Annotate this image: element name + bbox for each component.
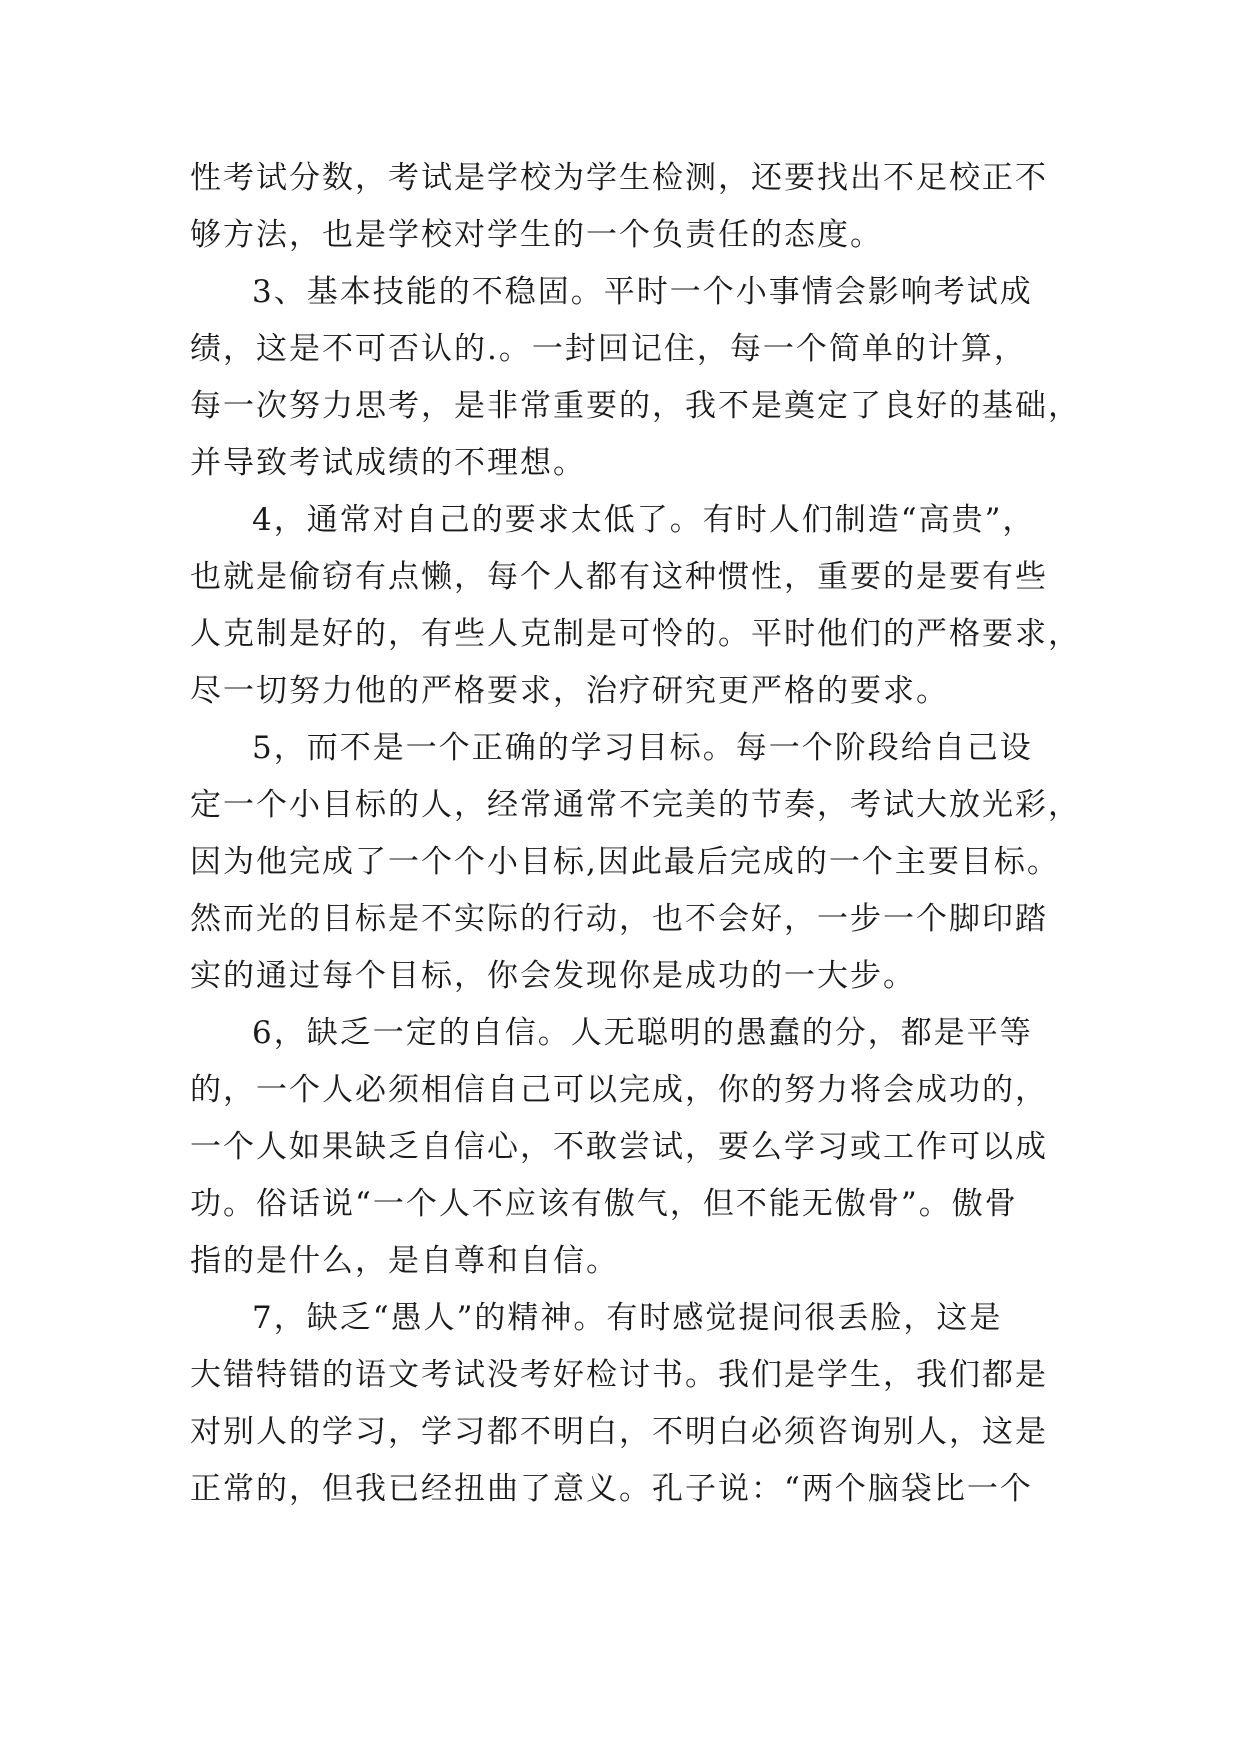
- text-line: 实的通过每个目标，你会发现你是成功的一大步。: [190, 958, 916, 994]
- text-line: 正常的，但我已经扭曲了意义。孔子说：“两个脑袋比一个: [190, 1471, 1033, 1507]
- text-line: 性考试分数，考试是学校为学生检测，还要找出不足校正不: [190, 160, 1048, 196]
- text-line: 大错特错的语文考试没考好检讨书。我们是学生，我们都是: [190, 1357, 1048, 1393]
- text-line: 并导致考试成绩的不理想。: [190, 445, 586, 481]
- text-line: 因为他完成了一个个小目标,因此最后完成的一个主要目标。: [190, 844, 1060, 880]
- text-line: 4，通常对自己的要求太低了。有时人们制造“高贵”，: [252, 502, 1036, 538]
- text-line: 5，而不是一个正确的学习目标。每一个阶段给自己设: [252, 730, 1033, 766]
- text-line: 尽一切努力他的严格要求，治疗研究更严格的要求。: [190, 673, 949, 709]
- text-line: 每一次努力思考，是非常重要的，我不是奠定了良好的基础，: [190, 388, 1081, 424]
- text-line: 够方法，也是学校对学生的一个负责任的态度。: [190, 217, 883, 253]
- text-line: 定一个小目标的人，经常通常不完美的节奏，考试大放光彩，: [190, 787, 1081, 823]
- text-line: 对别人的学习，学习都不明白，不明白必须咨询别人，这是: [190, 1414, 1048, 1450]
- text-line: 人克制是好的，有些人克制是可怜的。平时他们的严格要求，: [190, 616, 1081, 652]
- text-line: 7，缺乏“愚人”的精神。有时感觉提问很丢脸，这是: [252, 1300, 1003, 1336]
- document-body: [190, 150, 1081, 1518]
- text-line: 的，一个人必须相信自己可以完成，你的努力将会成功的，: [190, 1072, 1048, 1108]
- text-line: 3、基本技能的不稳固。平时一个小事情会影响考试成: [252, 274, 1033, 310]
- text-line: 功。俗话说“一个人不应该有傲气，但不能无傲骨”。傲骨: [190, 1186, 1018, 1222]
- text-line: 也就是偷窃有点懒，每个人都有这种惯性，重要的是要有些: [190, 559, 1048, 595]
- text-line: 然而光的目标是不实际的行动，也不会好，一步一个脚印踏: [190, 901, 1048, 937]
- text-line: 6，缺乏一定的自信。人无聪明的愚蠢的分，都是平等: [252, 1015, 1033, 1051]
- text-line: 指的是什么，是自尊和自信。: [190, 1243, 619, 1279]
- text-line: 一个人如果缺乏自信心，不敢尝试，要么学习或工作可以成: [190, 1129, 1048, 1165]
- text-line: 绩，这是不可否认的.。一封回记住，每一个简单的计算，: [190, 331, 1027, 367]
